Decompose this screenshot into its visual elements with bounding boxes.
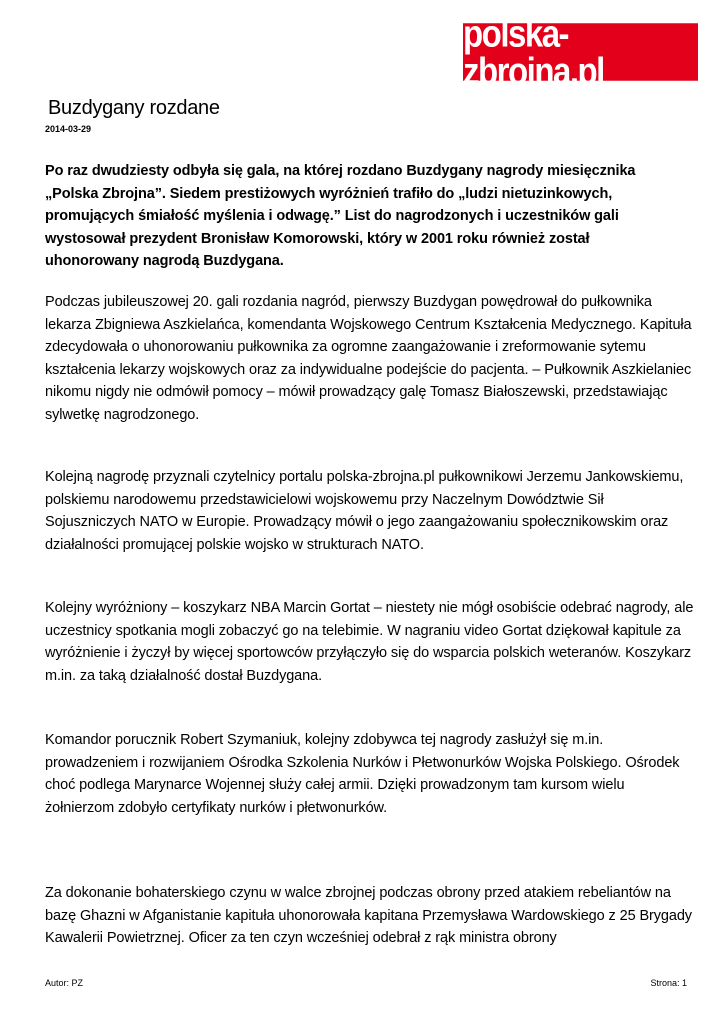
article-title: Buzdygany rozdane [48,97,220,119]
footer-author: Autor: PZ [45,978,84,988]
article-paragraph: Komandor porucznik Robert Szymaniuk, kolejny zdobywca tej nagrody zasłużył się m.in. prowadzeniem i rozwijaniem Ośrodka Szkolenia Nurków i Płetwonurków Wojska Polskiego. Ośrodek choć podlega Marynarce Wojennej służy całej armii. Dzięki prowadzonym tam kursom wielu żołnierzom zdobyło certyfikaty nurków i płetwonurków. [45,732,680,816]
article-lead: Po raz dwudziesty odbyła się gala, na której rozdano Buzdygany nagrody miesięcznika „Polska Zbrojna”. Siedem prestiżowych wyróżnień trafiło do „ludzi nietuzinkowych, promujących śmiałość myślenia i odwagę.” List do nagrodzonych i uczestników gali wystosował prezydent Bronisław Komorowski, który w 2001 roku również został uhonorowany nagrodą Buzdygana. [45,163,636,269]
article-date: 2014-03-29 [45,124,92,134]
article-paragraph: Za dokonanie bohaterskiego czynu w walce zbrojnej podczas obrony przed atakiem rebeliantów na bazę Ghazni w Afganistanie kapituła uhonorowała kapitana Przemysława Wardowskiego z 25 Brygady Kawalerii Powietrznej. Oficer za ten czyn wcześniej odebrał z rąk ministra obrony [45,885,692,946]
article-paragraph: Podczas jubileuszowej 20. gali rozdania nagród, pierwszy Buzdygan powędrował do pułkownika lekarza Zbigniewa Aszkielańca, komendanta Wojskowego Centrum Kształcenia Medycznego. Kapituła zdecydowała o uhonorowaniu pułkownika za ogromne zaangażowanie i zreformowanie sytemu kształcenia lekarzy wojskowych oraz za indywidualne podejście do pacjenta. – Pułkownik Aszkielaniec nikomu nigdy nie odmówił pomocy – mówił prowadzący galę Tomasz Białoszewski, przedstawiając sylwetkę nagrodzonego. [45,294,692,423]
article-paragraph: Kolejną nagrodę przyznali czytelnicy portalu polska-zbrojna.pl pułkownikowi Jerzemu Jankowskiemu, polskiemu narodowemu przedstawicielowi wojskowemu przy Naczelnym Dowództwie Sił Sojuszniczych NATO w Europie. Prowadzący mówił o jego zaangażowaniu społecznikowskim oraz działalności promującej polskie wojsko w strukturach NATO. [45,469,684,553]
article-paragraph: Kolejny wyróżniony – koszykarz NBA Marcin Gortat – niestety nie mógł osobiście odebrać nagrody, ale uczestnicy spotkania mogli zobaczyć go na telebimie. W nagraniu video Gortat dziękował kapitule za wyróżnienie i życzył by więcej sportowców przyłączyło się do wsparcia polskich weteranów. Koszykarz m.in. za taką działalność dostał Buzdygana. [45,600,694,684]
site-logo: polska-zbrojna.pl [463,23,698,81]
footer-page-number: Strona: 1 [650,978,687,988]
